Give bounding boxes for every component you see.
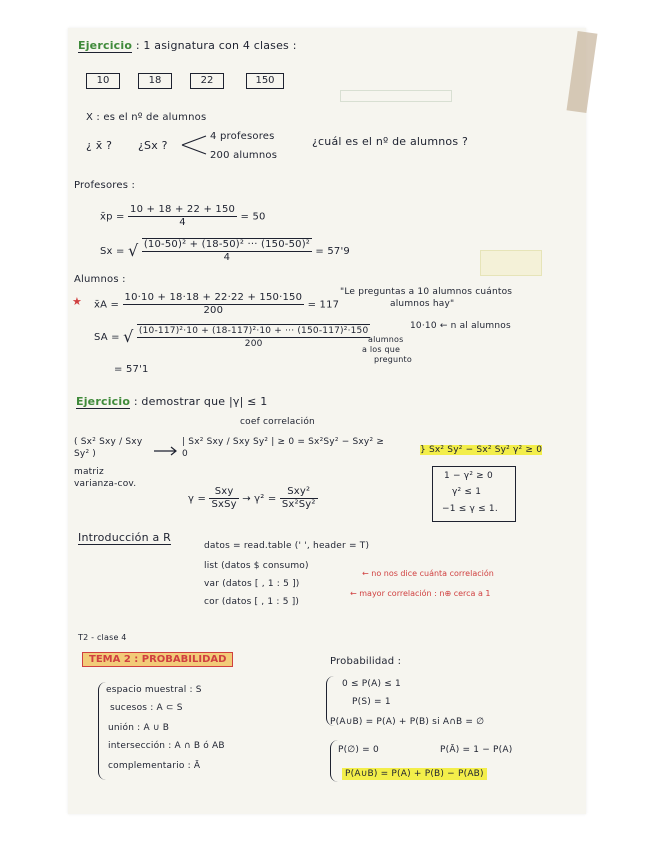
alum-sd-lhs: SA =	[94, 332, 120, 343]
prop-union-highlight: P(A∪B) = P(A) + P(B) − P(AB)	[342, 768, 487, 780]
alum-note-5: a los que	[362, 345, 401, 354]
varianza-label: varianza-cov.	[74, 479, 137, 489]
ex1-title: Ejercicio	[78, 39, 133, 52]
ex2-heading	[76, 396, 268, 408]
sqrt-icon: √	[128, 241, 139, 260]
ex2-title: Ejercicio	[76, 395, 131, 408]
def-complementario: complementario : Ā	[108, 761, 201, 771]
gamma-frac	[209, 486, 238, 511]
brace-left	[98, 682, 107, 780]
prof-mean-result: = 50	[240, 211, 266, 223]
alum-note-4: alumnos	[368, 335, 404, 344]
gamma2-num: Sxy²	[280, 486, 318, 499]
intro-r-title: Introducción a R	[78, 531, 171, 544]
alum-note-6: pregunto	[374, 355, 412, 364]
value-box: 10	[86, 73, 120, 89]
axiom-1: 0 ≤ P(A) ≤ 1	[342, 679, 401, 689]
tema2-title: TEMA 2 : PROBABILIDAD	[82, 652, 233, 667]
alum-mean-lhs: x̄A =	[94, 299, 120, 311]
cov-matrix: ( Sx² Sxy / Sxy Sy² )	[74, 437, 143, 459]
det-rhs	[420, 444, 542, 456]
profesores-label: Profesores :	[74, 180, 136, 191]
r-line-2: list (datos $ consumo)	[204, 561, 309, 571]
ex1-desc: : 1 asignatura con 4 clases :	[135, 39, 297, 52]
def-espacio-muestral: espacio muestral : S	[106, 685, 202, 695]
alum-note-1: "Le preguntas a 10 alumnos cuántos	[340, 287, 513, 297]
def-sucesos: sucesos : A ⊂ S	[110, 703, 183, 713]
value-box: 18	[138, 73, 172, 89]
gamma2-eq: → γ² =	[242, 493, 277, 505]
alum-mean	[94, 292, 339, 317]
axiom-3: P(A∪B) = P(A) + P(B) si A∩B = ∅	[330, 717, 485, 727]
prof-sd-den: 4	[223, 252, 231, 263]
r-line-3: var (datos [ , 1 : 5 ])	[204, 579, 300, 589]
prof-mean-den: 4	[179, 217, 186, 228]
prof-mean	[100, 204, 266, 229]
prof-sd-frac	[142, 238, 312, 264]
alum-sd-den: 200	[244, 339, 263, 349]
x-definition: X : es el nº de alumnos	[86, 112, 207, 123]
gamma-eq: γ =	[188, 493, 207, 505]
alum-mean-num: 10·10 + 18·18 + 22·22 + 150·150	[124, 292, 303, 303]
r-line-4-note: ← mayor correlación : n⊕ cerca a 1	[350, 589, 491, 598]
ex1-heading	[78, 40, 297, 52]
prof-sd	[100, 238, 350, 264]
result-line-3: −1 ≤ γ ≤ 1.	[442, 504, 498, 514]
alum-sd	[94, 324, 370, 350]
alum-sd-num: (10-117)²·10 + (18-117)²·10 + ··· (150-117)²·150	[138, 326, 369, 336]
prof-mean-frac	[128, 204, 237, 229]
alum-mean-result: = 117	[307, 299, 340, 311]
alumnos-label: Alumnos :	[74, 274, 126, 285]
arrow-right-icon	[152, 446, 180, 456]
prof-mean-num: 10 + 18 + 22 + 150	[130, 204, 236, 215]
r-line-1: datos = read.table (' ', header = T)	[204, 541, 370, 551]
gamma-num: Sxy	[209, 486, 238, 499]
prof-sd-num: (10-50)² + (18-50)² ··· (150-50)²	[143, 239, 311, 250]
question-sx: ¿Sx ?	[138, 139, 168, 152]
determinant: | Sx² Sxy / Sxy Sy² | ≥ 0 = Sx²Sy² − Sxy² ≥ 0	[182, 437, 385, 459]
def-interseccion: intersección : A ∩ B ó AB	[108, 741, 225, 751]
coef-label: coef correlación	[240, 417, 315, 427]
gamma-den: SxSy	[211, 499, 237, 510]
r-line-3-note: ← no nos dice cuánta correlación	[362, 569, 494, 578]
axiom-2: P(S) = 1	[352, 697, 391, 707]
result-line-1: 1 − γ² ≥ 0	[444, 471, 493, 481]
alum-note-3: 10·10 ← n al alumnos	[410, 321, 511, 331]
sqrt-icon: √	[123, 327, 134, 346]
prof-mean-lhs: x̄p =	[100, 211, 125, 223]
matriz-label: matriz	[74, 467, 104, 477]
branch-arrows	[180, 132, 210, 158]
det-rhs-text: } Sx² Sy² − Sx² Sy² γ² ≥ 0	[420, 445, 543, 455]
gamma2-frac	[280, 486, 318, 511]
gamma-def	[188, 486, 318, 511]
def-union: unión : A ∪ B	[108, 723, 170, 733]
ex2-desc: : demostrar que |γ| ≤ 1	[133, 395, 268, 408]
value-box: 150	[246, 73, 284, 89]
branch-alumnos: 200 alumnos	[210, 150, 278, 161]
bleed-mark	[480, 250, 542, 276]
alum-note-2: alumnos hay"	[390, 299, 455, 309]
question-xbar: ¿ x̄ ?	[86, 139, 113, 152]
prof-sd-lhs: Sx =	[100, 246, 125, 257]
alum-sd-frac	[137, 324, 371, 350]
bleed-mark	[340, 90, 452, 102]
r-line-4: cor (datos [ , 1 : 5 ])	[204, 597, 300, 607]
prof-sd-result: = 57'9	[315, 246, 350, 257]
alum-mean-frac	[123, 292, 305, 317]
gamma2-den: Sx²Sy²	[281, 499, 316, 510]
alum-mean-den: 200	[203, 305, 224, 316]
branch-profesores: 4 profesores	[210, 131, 275, 142]
result-line-2: γ² ≤ 1	[452, 487, 482, 497]
probabilidad-title: Probabilidad :	[330, 656, 402, 667]
clase-label: T2 - clase 4	[78, 633, 127, 642]
prop-empty: P(∅) = 0	[338, 745, 379, 755]
main-question: ¿cuál es el nº de alumnos ?	[312, 135, 469, 148]
alum-sd-result: = 57'1	[114, 364, 149, 375]
star-icon: ★	[72, 295, 82, 308]
prop-complement: P(Ā) = 1 − P(A)	[440, 745, 513, 755]
value-box: 22	[190, 73, 224, 89]
